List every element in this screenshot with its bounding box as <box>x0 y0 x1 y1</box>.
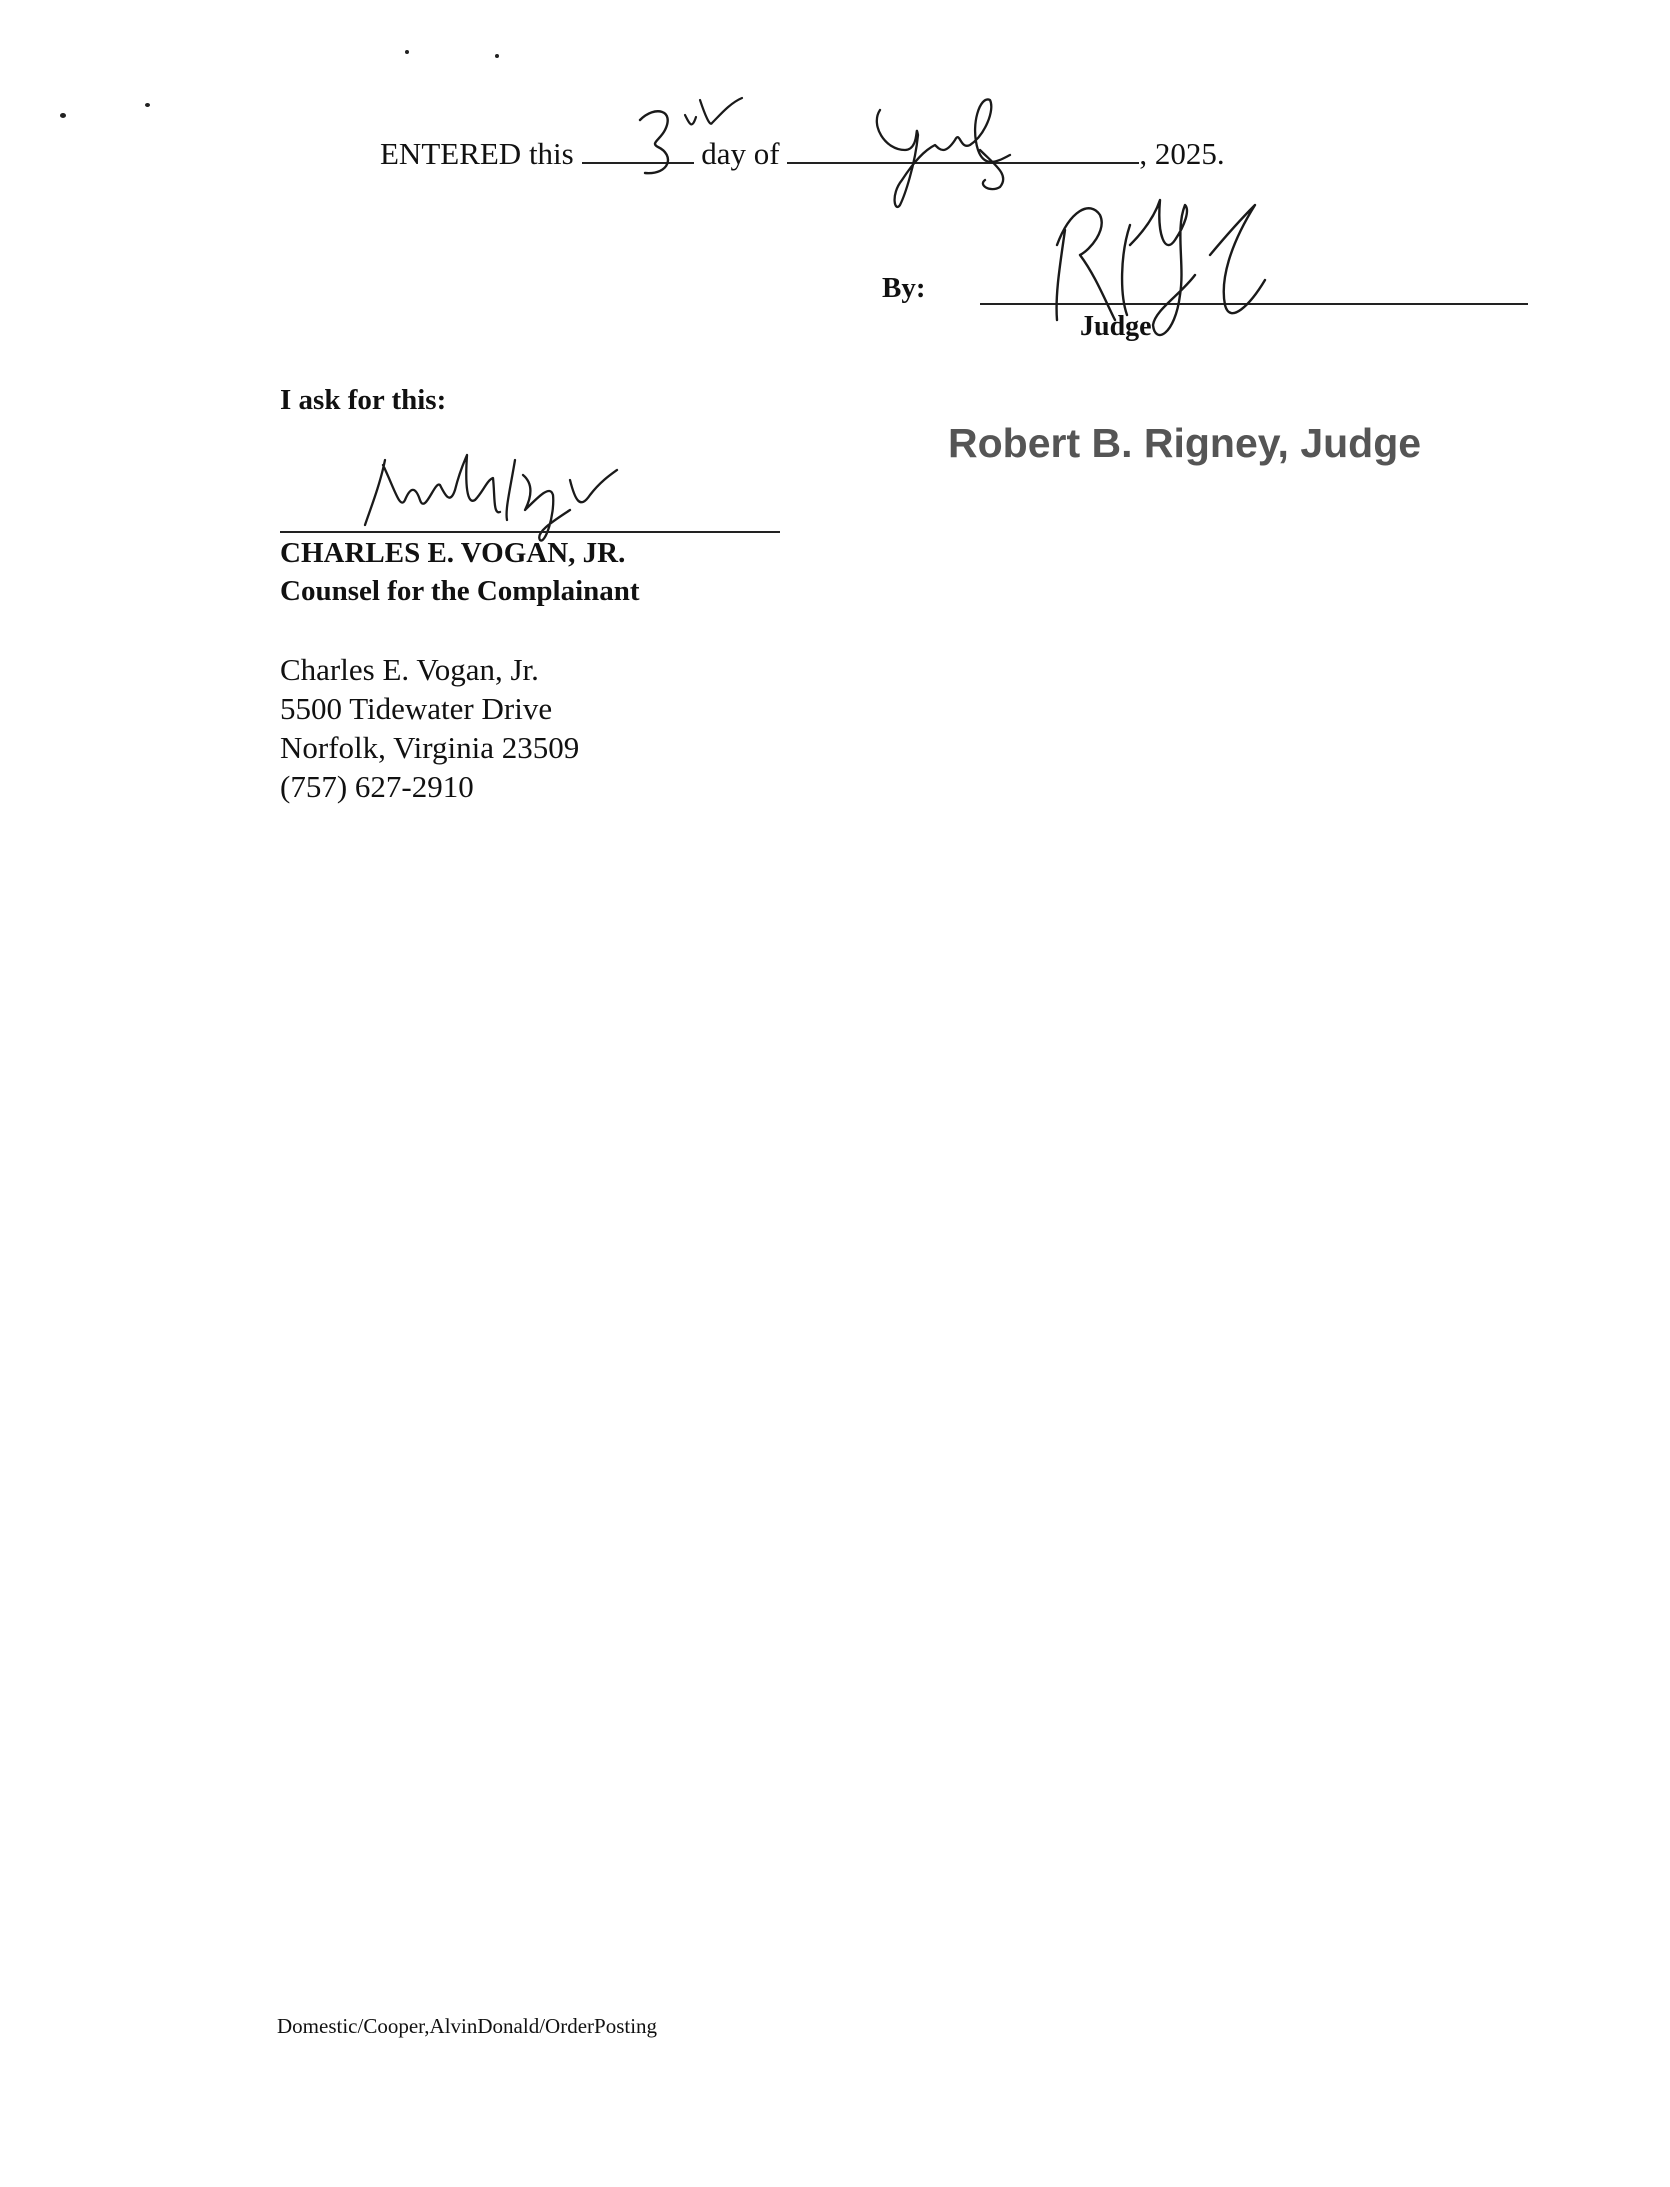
scan-speck <box>405 50 409 54</box>
address-line: 5500 Tidewater Drive <box>280 691 553 726</box>
handwritten-day <box>630 95 780 185</box>
address-line: Norfolk, Virginia 23509 <box>280 730 580 765</box>
entered-prefix: ENTERED this <box>380 136 574 171</box>
entered-mid: day of <box>701 136 780 171</box>
judge-title-label: Judge <box>1080 311 1152 342</box>
address-line: Charles E. Vogan, Jr. <box>280 652 539 687</box>
scan-speck <box>145 103 150 107</box>
address-block <box>280 650 579 806</box>
document-path-footer: Domestic/Cooper,AlvinDonald/OrderPosting <box>277 2014 658 2038</box>
scan-speck <box>495 54 499 58</box>
judge-name-stamp: Robert B. Rigney, Judge <box>948 420 1422 466</box>
by-label: By: <box>882 272 926 304</box>
counsel-role: Counsel for the Complainant <box>280 575 640 607</box>
counsel-signature-line <box>280 531 780 533</box>
address-line: (757) 627-2910 <box>280 769 474 804</box>
judge-signature <box>1035 185 1275 355</box>
entered-date-line <box>380 134 1225 174</box>
handwritten-month <box>860 95 1060 215</box>
request-label: I ask for this: <box>280 384 447 416</box>
entered-suffix: , 2025. <box>1139 136 1225 171</box>
scan-speck <box>60 113 66 118</box>
counsel-name: CHARLES E. VOGAN, JR. <box>280 537 626 569</box>
